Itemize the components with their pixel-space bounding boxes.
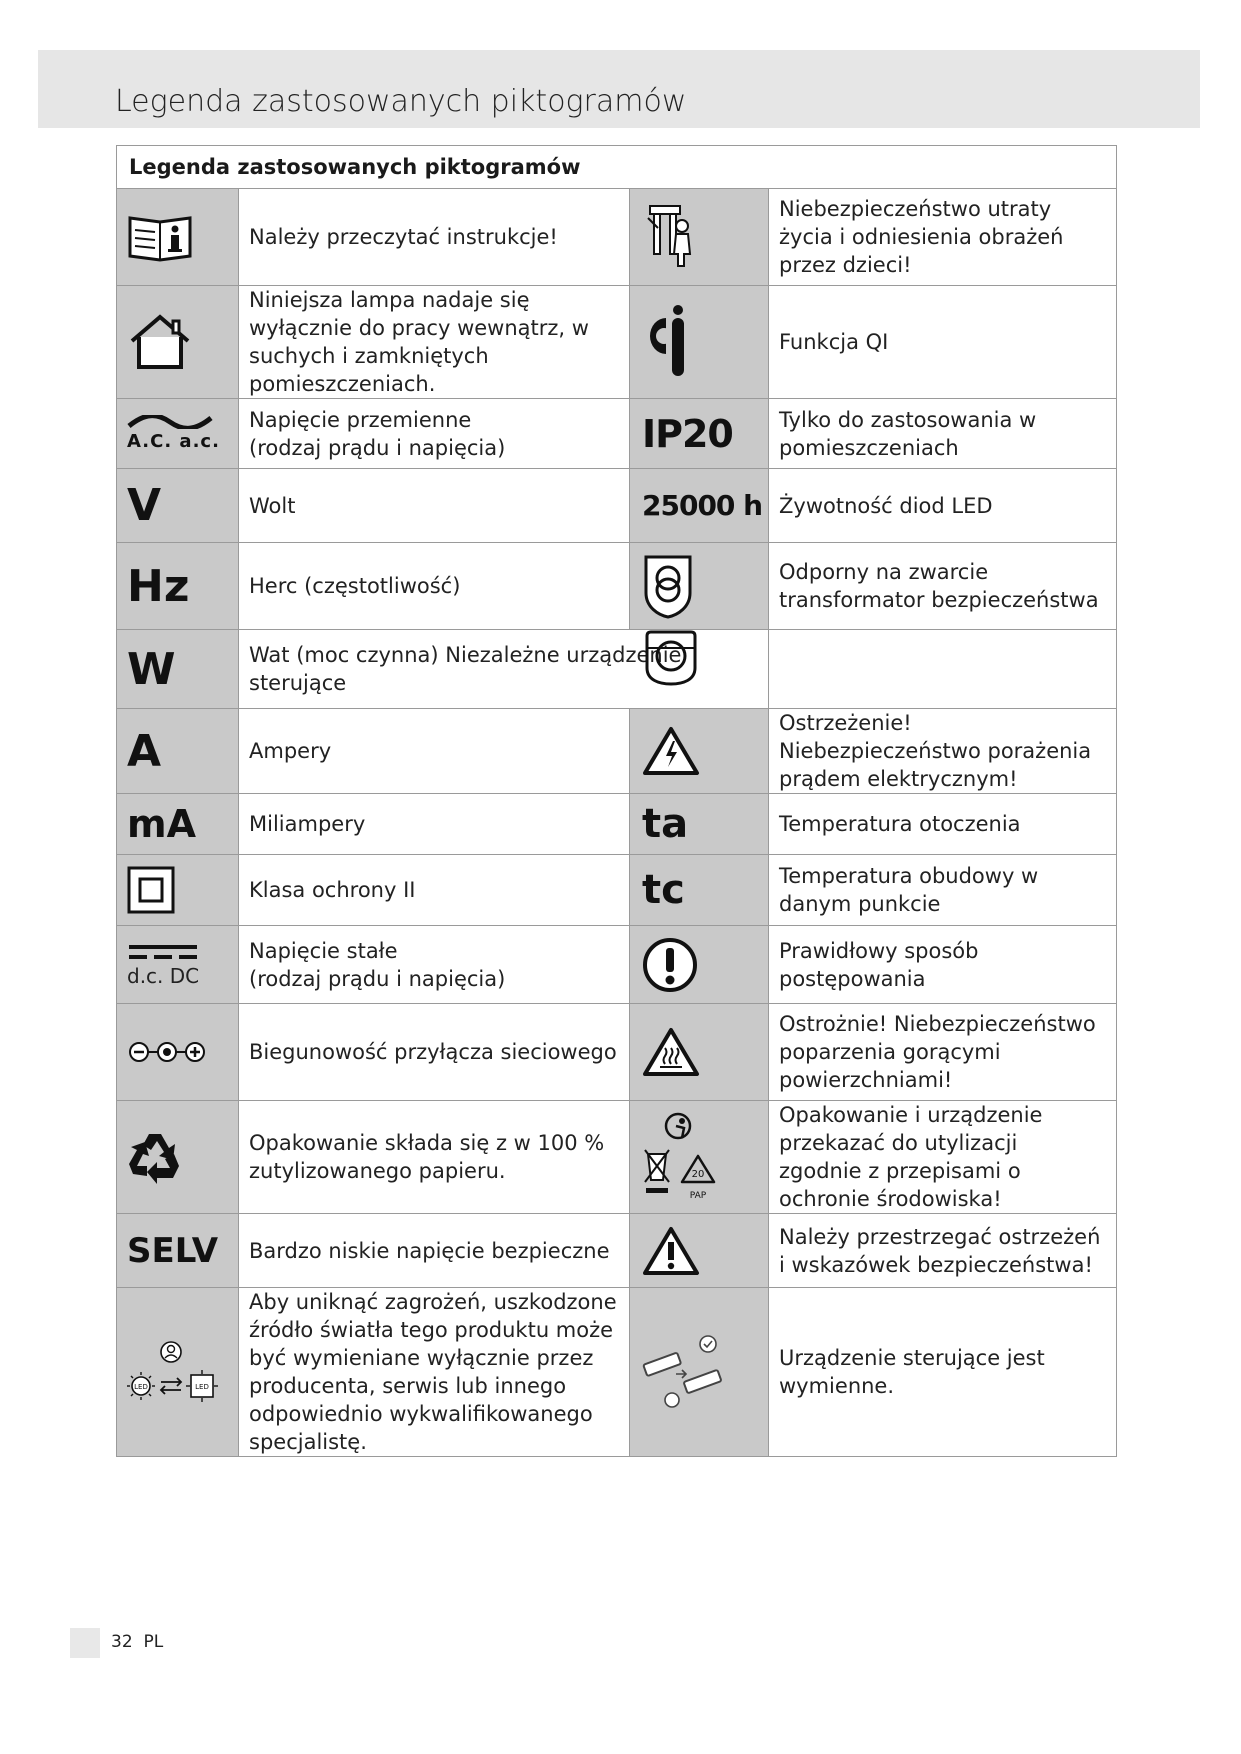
disposal-icon bbox=[630, 1101, 769, 1214]
table-row bbox=[117, 926, 1117, 1004]
legend-text: Żywotność diod LED bbox=[769, 469, 1117, 543]
electric-shock-warning-icon bbox=[630, 709, 769, 794]
table-row bbox=[117, 855, 1117, 926]
ac-icon: A.C. a.c. bbox=[117, 399, 239, 469]
dc-icon: d.c. DC bbox=[117, 926, 239, 1004]
table-row bbox=[117, 1214, 1117, 1288]
table-row bbox=[117, 286, 1117, 399]
qi-icon bbox=[630, 286, 769, 399]
legend-text: Niebezpieczeństwo utraty życia i odniesienia obrażeń przez dzieci! bbox=[769, 189, 1117, 286]
table-row bbox=[117, 1004, 1117, 1101]
legend-text-empty bbox=[769, 630, 1117, 709]
book-info-icon bbox=[117, 189, 239, 286]
footer-marker bbox=[70, 1628, 100, 1658]
house-icon bbox=[117, 286, 239, 399]
legend-text: Napięcie stałe (rodzaj prądu i napięcia) bbox=[239, 926, 630, 1004]
legend-text: Ostrzeżenie! Niebezpieczeństwo porażenia prądem elektrycznym! bbox=[769, 709, 1117, 794]
legend-text: Temperatura otoczenia bbox=[769, 794, 1117, 855]
legend-text: Urządzenie sterujące jest wymienne. bbox=[769, 1288, 1117, 1457]
case-temp-icon: tc bbox=[630, 855, 769, 926]
legend-text: Należy przeczytać instrukcje! bbox=[239, 189, 630, 286]
ip20-icon: IP20 bbox=[630, 399, 769, 469]
legend-text: Prawidłowy sposób postępowania bbox=[769, 926, 1117, 1004]
control-gear-replace-icon bbox=[630, 1288, 769, 1457]
page-title: Legenda zastosowanych piktogramów bbox=[115, 84, 687, 119]
volt-icon: V bbox=[117, 469, 239, 543]
page-number: 32 PL bbox=[111, 1632, 164, 1652]
table-row bbox=[117, 543, 1117, 630]
legend-text: Tylko do zastosowania w pomieszczeniach bbox=[769, 399, 1117, 469]
legend-text: Opakowanie i urządzenie przekazać do utylizacji zgodnie z przepisami o ochronie środowiska! bbox=[769, 1101, 1117, 1214]
table-row bbox=[117, 1101, 1117, 1214]
safety-transformer-icon bbox=[630, 543, 769, 630]
pictogram-legend-table bbox=[116, 145, 1117, 1457]
warning-triangle-icon bbox=[630, 1214, 769, 1288]
legend-text: Należy przestrzegać ostrzeżeń i wskazówek bezpieczeństwa! bbox=[769, 1214, 1117, 1288]
legend-text: Aby uniknąć zagrożeń, uszkodzone źródło światła tego produktu może być wymieniane wyłącznie przez producenta, serwis lub innego odpowiednio wykwalifikowanego specjalistę. bbox=[239, 1288, 630, 1457]
svg-text:PAP: PAP bbox=[689, 1191, 707, 1201]
svg-text:LED: LED bbox=[195, 1383, 209, 1391]
exclamation-circle-icon bbox=[630, 926, 769, 1004]
legend-text: Wat (moc czynna) Niezależne urządzenie sterujące bbox=[239, 630, 769, 709]
svg-text:20: 20 bbox=[691, 1169, 705, 1180]
child-danger-icon bbox=[630, 189, 769, 286]
table-row bbox=[117, 1288, 1117, 1457]
legend-text: Napięcie przemienne (rodzaj prądu i napięcia) bbox=[239, 399, 630, 469]
table-row bbox=[117, 709, 1117, 794]
table-caption: Legenda zastosowanych piktogramów bbox=[117, 146, 1117, 189]
ampere-icon: A bbox=[117, 709, 239, 794]
legend-text: Opakowanie składa się z w 100 % zutylizowanego papieru. bbox=[239, 1101, 630, 1214]
table-row bbox=[117, 469, 1117, 543]
legend-text: Niniejsza lampa nadaje się wyłącznie do pracy wewnątrz, w suchych i zamkniętych pomieszczeniach. bbox=[239, 286, 630, 399]
legend-text: Bardzo niskie napięcie bezpieczne bbox=[239, 1214, 630, 1288]
legend-text: Ostrożnie! Niebezpieczeństwo poparzenia gorącymi powierzchniami! bbox=[769, 1004, 1117, 1101]
lifetime-icon: 25000 h bbox=[630, 469, 769, 543]
svg-text:LED: LED bbox=[134, 1383, 148, 1391]
watt-icon: W bbox=[117, 630, 239, 709]
legend-text: Biegunowość przyłącza sieciowego bbox=[239, 1004, 630, 1101]
hot-surface-icon bbox=[630, 1004, 769, 1101]
legend-text: Ampery bbox=[239, 709, 630, 794]
table-row bbox=[117, 794, 1117, 855]
polarity-icon bbox=[117, 1004, 239, 1101]
legend-text: Temperatura obudowy w danym punkcie bbox=[769, 855, 1117, 926]
legend-text: Wolt bbox=[239, 469, 630, 543]
table-row bbox=[117, 399, 1117, 469]
legend-text: Odporny na zwarcie transformator bezpieczeństwa bbox=[769, 543, 1117, 630]
selv-icon: SELV bbox=[117, 1214, 239, 1288]
legend-text: Klasa ochrony II bbox=[239, 855, 630, 926]
ambient-temp-icon: ta bbox=[630, 794, 769, 855]
protection-class-2-icon bbox=[117, 855, 239, 926]
hertz-icon: Hz bbox=[117, 543, 239, 630]
legend-text: Funkcja QI bbox=[769, 286, 1117, 399]
recycle-icon bbox=[117, 1101, 239, 1214]
independent-control-gear-icon bbox=[643, 628, 699, 686]
legend-text: Herc (częstotliwość) bbox=[239, 543, 630, 630]
table-row bbox=[117, 630, 1117, 709]
legend-text: Miliampery bbox=[239, 794, 630, 855]
led-replace-icon bbox=[117, 1288, 239, 1457]
table-row bbox=[117, 189, 1117, 286]
milliampere-icon: mA bbox=[117, 794, 239, 855]
